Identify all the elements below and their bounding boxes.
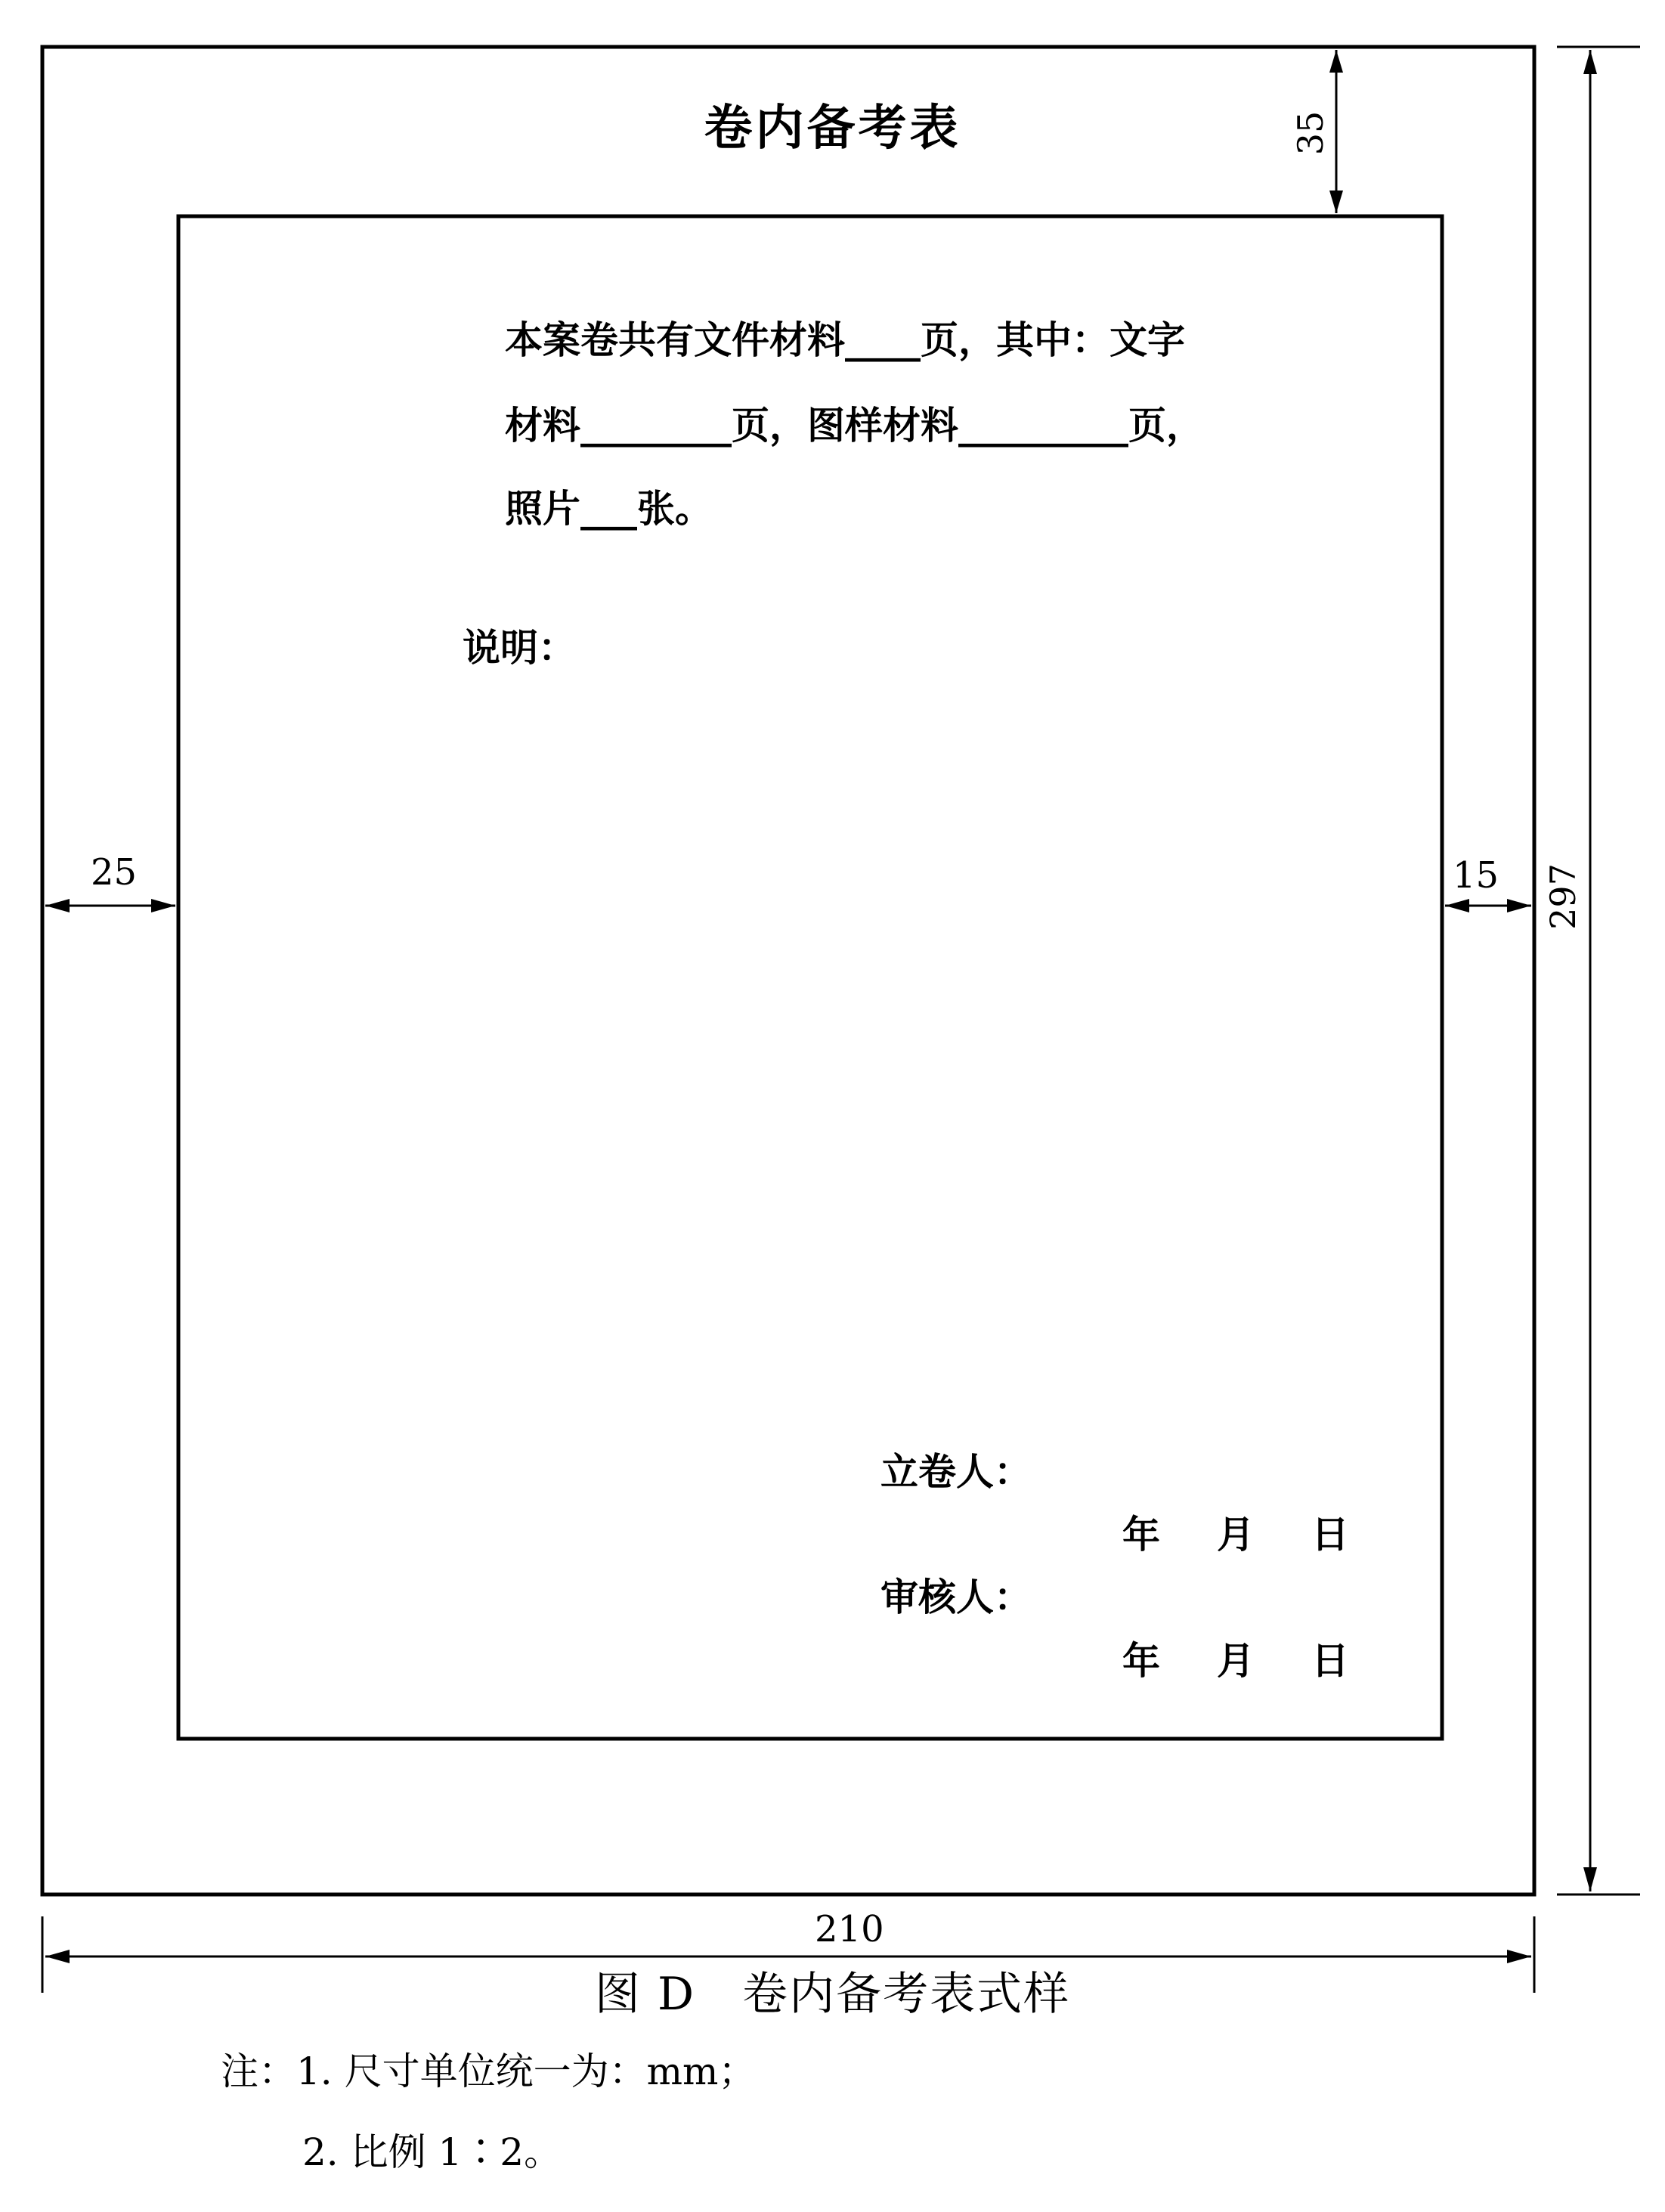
figure-caption: 图 D 卷内备考表式样: [594, 1968, 1071, 2021]
top-margin-arrow-bottom: [1329, 191, 1343, 213]
note-1: 注：1. 尺寸单位统一为：mm；: [221, 2049, 757, 2093]
left-margin-arrow-left: [45, 899, 70, 912]
note-2: 2. 比例 1∶2。: [302, 2130, 562, 2174]
notes-label: 说明：: [463, 625, 576, 670]
width-arrow-right: [1507, 1950, 1531, 1963]
height-label: 297: [1543, 863, 1583, 930]
width-label: 210: [815, 1908, 884, 1950]
top-margin-label: 35: [1290, 110, 1331, 156]
page-count-line-1: 本案卷共有文件材料____页，其中：文字: [505, 318, 1185, 362]
left-margin-arrow-right: [151, 899, 175, 912]
height-arrow-top: [1583, 50, 1597, 74]
page-count-line-3: 照片___张。: [505, 486, 713, 531]
year-label: 年: [1122, 1512, 1160, 1557]
reviewer-label: 审核人：: [880, 1575, 1032, 1619]
year-label: 年: [1122, 1638, 1160, 1683]
right-margin-label: 15: [1453, 854, 1499, 897]
reviewer-date: [1122, 1638, 1406, 1683]
creator-date: [1122, 1512, 1406, 1557]
left-margin-label: 25: [91, 851, 138, 894]
month-label: 月: [1217, 1512, 1255, 1557]
page-count-line-2: 材料________页，图样材料_________页，: [505, 403, 1204, 448]
form-title: 卷内备考表: [704, 100, 961, 156]
month-label: 月: [1217, 1638, 1255, 1683]
right-margin-arrow-left: [1445, 899, 1469, 912]
day-label: 日: [1311, 1638, 1349, 1683]
right-margin-arrow-right: [1507, 899, 1531, 912]
top-margin-arrow-top: [1329, 50, 1343, 73]
width-arrow-left: [45, 1950, 70, 1963]
height-arrow-bottom: [1583, 1867, 1597, 1891]
day-label: 日: [1311, 1512, 1349, 1557]
creator-label: 立卷人：: [880, 1449, 1032, 1494]
